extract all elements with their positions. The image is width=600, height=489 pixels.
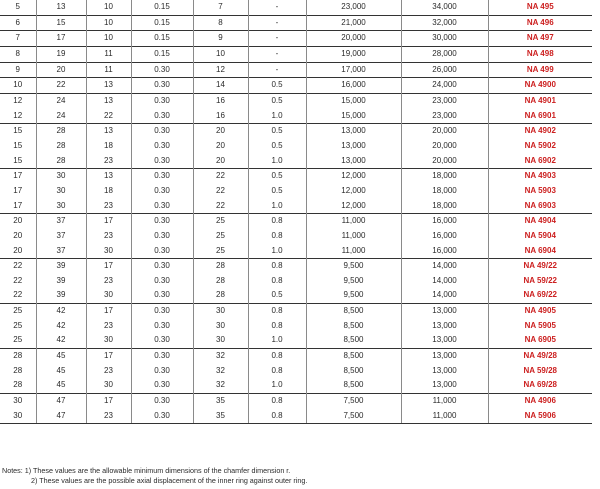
bore-d-cell: 28 [0, 349, 36, 364]
oil-speed-cell: 13,000 [401, 364, 488, 379]
oil-speed-cell: 13,000 [401, 378, 488, 393]
dimension-F-cell: 35 [193, 409, 248, 424]
dimension-F-cell: 22 [193, 184, 248, 199]
designation-cell: NA 5904 [488, 229, 592, 244]
width-B-cell: 10 [86, 0, 131, 15]
width-B-cell: 30 [86, 288, 131, 303]
bore-d-cell: 20 [13, 245, 23, 255]
designation-cell: NA 5906 [488, 409, 592, 424]
axial-displacement-cell: 1.0 [248, 154, 306, 169]
oil-speed-cell: 32,000 [401, 15, 488, 31]
dimension-F-cell: 30 [193, 333, 248, 348]
width-B-cell: 23 [86, 409, 131, 424]
bore-d-cell: 15 [0, 124, 36, 139]
outer-D-cell: 42 [36, 319, 86, 334]
outer-D-cell: 15 [36, 15, 86, 31]
chamfer-r-cell: 0.30 [131, 288, 193, 303]
table-row [0, 62, 592, 78]
dimension-F-cell: 8 [193, 15, 248, 31]
table-row [0, 333, 592, 348]
axial-displacement-cell: 0.5 [248, 78, 306, 94]
table-row [0, 349, 592, 364]
width-B-cell: 23 [86, 229, 131, 244]
outer-D-cell: 28 [36, 154, 86, 169]
table-row [0, 31, 592, 47]
axial-displacement-cell: 0.5 [248, 93, 306, 108]
dimension-F-cell: 30 [193, 304, 248, 319]
grease-speed-cell: 12,000 [306, 199, 401, 214]
grease-speed-cell: 11,000 [306, 229, 401, 244]
outer-D-cell: 20 [36, 62, 86, 78]
chamfer-r-cell: 0.30 [131, 319, 193, 334]
designation-cell: NA 69/22 [488, 288, 592, 303]
dimension-F-cell: 22 [193, 199, 248, 214]
width-B-cell: 17 [86, 304, 131, 319]
dimension-F-cell: 10 [193, 46, 248, 62]
bore-d-cell: 28 [13, 365, 23, 375]
chamfer-r-cell: 0.30 [131, 184, 193, 199]
width-B-cell: 17 [86, 349, 131, 364]
chamfer-r-cell: 0.30 [131, 199, 193, 214]
bore-d-cell: 12 [0, 93, 36, 108]
axial-displacement-cell: 0.8 [248, 259, 306, 274]
grease-speed-cell: 8,500 [306, 364, 401, 379]
chamfer-r-cell: 0.15 [131, 31, 193, 47]
designation-cell: NA 4905 [488, 304, 592, 319]
grease-speed-cell: 9,500 [306, 274, 401, 289]
axial-displacement-cell: 0.8 [248, 349, 306, 364]
table-row [0, 319, 592, 334]
dimension-F-cell: 35 [193, 394, 248, 409]
table-row [0, 378, 592, 393]
table-row [0, 304, 592, 319]
width-B-cell: 11 [86, 62, 131, 78]
bore-d-cell: 30 [0, 409, 36, 424]
designation-cell: NA 6903 [488, 199, 592, 214]
chamfer-r-cell: 0.15 [131, 0, 193, 15]
axial-displacement-cell: 0.5 [248, 169, 306, 184]
width-B-cell: 10 [86, 31, 131, 47]
oil-speed-cell: 13,000 [401, 349, 488, 364]
oil-speed-cell: 13,000 [401, 319, 488, 334]
designation-cell: NA 5905 [488, 319, 592, 334]
outer-D-cell: 30 [36, 199, 86, 214]
dimension-F-cell: 32 [193, 378, 248, 393]
width-B-cell: 30 [86, 244, 131, 259]
axial-displacement-cell: - [248, 31, 306, 47]
chamfer-r-cell: 0.30 [131, 364, 193, 379]
width-B-cell: 13 [86, 124, 131, 139]
bore-d-cell: 15 [13, 155, 23, 165]
dimension-F-cell: 7 [193, 0, 248, 15]
grease-speed-cell: 16,000 [306, 78, 401, 94]
oil-speed-cell: 18,000 [401, 199, 488, 214]
footnote-1: Notes: 1) These values are the allowable minimum dimensions of the chamfer dimension r. [2, 466, 291, 475]
oil-speed-cell: 26,000 [401, 62, 488, 78]
chamfer-r-cell: 0.30 [131, 259, 193, 274]
table-row [0, 364, 592, 379]
axial-displacement-cell: 0.5 [248, 139, 306, 154]
outer-D-cell: 24 [36, 93, 86, 108]
outer-D-cell: 28 [36, 124, 86, 139]
axial-displacement-cell: 1.0 [248, 333, 306, 348]
table-row [0, 124, 592, 139]
outer-D-cell: 42 [36, 333, 86, 348]
axial-displacement-cell: 1.0 [248, 199, 306, 214]
table-row [0, 93, 592, 108]
outer-D-cell: 45 [36, 378, 86, 393]
outer-D-cell: 17 [36, 31, 86, 47]
bore-d-cell: 20 [0, 214, 36, 229]
dimension-F-cell: 20 [193, 124, 248, 139]
axial-displacement-cell: 0.8 [248, 229, 306, 244]
table-row [0, 184, 592, 199]
chamfer-r-cell: 0.30 [131, 244, 193, 259]
chamfer-r-cell: 0.30 [131, 409, 193, 424]
table-row [0, 154, 592, 169]
oil-speed-cell: 11,000 [401, 394, 488, 409]
outer-D-cell: 30 [36, 184, 86, 199]
designation-cell: NA 4901 [488, 93, 592, 108]
oil-speed-cell: 30,000 [401, 31, 488, 47]
bore-d-cell: 7 [0, 31, 36, 47]
oil-speed-cell: 14,000 [401, 259, 488, 274]
outer-D-cell: 37 [36, 244, 86, 259]
designation-cell: NA 6905 [488, 333, 592, 348]
bore-d-cell: 15 [13, 140, 23, 150]
grease-speed-cell: 12,000 [306, 184, 401, 199]
oil-speed-cell: 16,000 [401, 229, 488, 244]
width-B-cell: 23 [86, 154, 131, 169]
table-row [0, 15, 592, 31]
chamfer-r-cell: 0.15 [131, 46, 193, 62]
designation-cell: NA 497 [488, 31, 592, 47]
outer-D-cell: 28 [36, 139, 86, 154]
designation-cell: NA 5903 [488, 184, 592, 199]
chamfer-r-cell: 0.30 [131, 154, 193, 169]
grease-speed-cell: 11,000 [306, 214, 401, 229]
dimension-F-cell: 30 [193, 319, 248, 334]
grease-speed-cell: 13,000 [306, 139, 401, 154]
oil-speed-cell: 28,000 [401, 46, 488, 62]
chamfer-r-cell: 0.30 [131, 333, 193, 348]
oil-speed-cell: 16,000 [401, 244, 488, 259]
designation-cell: NA 4904 [488, 214, 592, 229]
oil-speed-cell: 14,000 [401, 288, 488, 303]
dimension-F-cell: 16 [193, 109, 248, 124]
designation-cell: NA 49/22 [488, 259, 592, 274]
designation-cell: NA 6904 [488, 244, 592, 259]
chamfer-r-cell: 0.30 [131, 229, 193, 244]
chamfer-r-cell: 0.30 [131, 78, 193, 94]
table-row [0, 229, 592, 244]
grease-speed-cell: 9,500 [306, 259, 401, 274]
outer-D-cell: 47 [36, 409, 86, 424]
chamfer-r-cell: 0.30 [131, 62, 193, 78]
axial-displacement-cell: 1.0 [248, 109, 306, 124]
outer-D-cell: 24 [36, 109, 86, 124]
bore-d-cell: 25 [13, 320, 23, 330]
table-row [0, 0, 592, 15]
table-row [0, 214, 592, 229]
designation-cell: NA 59/22 [488, 274, 592, 289]
dimension-F-cell: 14 [193, 78, 248, 94]
bore-d-cell: 22 [0, 259, 36, 274]
grease-speed-cell: 8,500 [306, 319, 401, 334]
grease-speed-cell: 13,000 [306, 124, 401, 139]
width-B-cell: 13 [86, 169, 131, 184]
designation-cell: NA 4900 [488, 78, 592, 94]
width-B-cell: 23 [86, 199, 131, 214]
bore-d-cell: 22 [13, 290, 23, 300]
designation-cell: NA 49/28 [488, 349, 592, 364]
axial-displacement-cell: - [248, 62, 306, 78]
grease-speed-cell: 9,500 [306, 288, 401, 303]
bore-d-cell: 28 [13, 380, 23, 390]
oil-speed-cell: 18,000 [401, 184, 488, 199]
table-row [0, 199, 592, 214]
bore-d-cell: 17 [13, 185, 23, 195]
width-B-cell: 17 [86, 259, 131, 274]
width-B-cell: 30 [86, 333, 131, 348]
chamfer-r-cell: 0.30 [131, 214, 193, 229]
grease-speed-cell: 7,500 [306, 409, 401, 424]
grease-speed-cell: 8,500 [306, 333, 401, 348]
axial-displacement-cell: 0.5 [248, 124, 306, 139]
grease-speed-cell: 21,000 [306, 15, 401, 31]
bore-d-cell: 17 [13, 200, 23, 210]
designation-cell: NA 59/28 [488, 364, 592, 379]
grease-speed-cell: 8,500 [306, 349, 401, 364]
dimension-F-cell: 20 [193, 139, 248, 154]
designation-cell: NA 4902 [488, 124, 592, 139]
outer-D-cell: 30 [36, 169, 86, 184]
axial-displacement-cell: 0.8 [248, 319, 306, 334]
dimension-F-cell: 25 [193, 214, 248, 229]
oil-speed-cell: 20,000 [401, 139, 488, 154]
footnote-2: 2) These values are the possible axial displacement of the inner ring against outer ring. [31, 476, 308, 485]
outer-D-cell: 39 [36, 274, 86, 289]
width-B-cell: 18 [86, 184, 131, 199]
oil-speed-cell: 20,000 [401, 124, 488, 139]
table-row [0, 109, 592, 124]
bore-d-cell: 9 [0, 62, 36, 78]
table-row [0, 259, 592, 274]
bore-d-cell: 25 [0, 304, 36, 319]
bore-d-cell: 17 [0, 169, 36, 184]
designation-cell: NA 498 [488, 46, 592, 62]
axial-displacement-cell: 0.8 [248, 304, 306, 319]
axial-displacement-cell: 1.0 [248, 378, 306, 393]
outer-D-cell: 42 [36, 304, 86, 319]
bore-d-cell: 30 [0, 394, 36, 409]
width-B-cell: 23 [86, 364, 131, 379]
axial-displacement-cell: 0.5 [248, 184, 306, 199]
designation-cell: NA 496 [488, 15, 592, 31]
oil-speed-cell: 24,000 [401, 78, 488, 94]
bore-d-cell: 12 [13, 110, 23, 120]
width-B-cell: 17 [86, 394, 131, 409]
dimension-F-cell: 25 [193, 244, 248, 259]
dimension-F-cell: 28 [193, 288, 248, 303]
oil-speed-cell: 16,000 [401, 214, 488, 229]
grease-speed-cell: 19,000 [306, 46, 401, 62]
grease-speed-cell: 8,500 [306, 304, 401, 319]
bore-d-cell: 6 [0, 15, 36, 31]
table-row [0, 244, 592, 259]
dimension-F-cell: 12 [193, 62, 248, 78]
width-B-cell: 13 [86, 93, 131, 108]
oil-speed-cell: 11,000 [401, 409, 488, 424]
grease-speed-cell: 15,000 [306, 109, 401, 124]
grease-speed-cell: 23,000 [306, 0, 401, 15]
chamfer-r-cell: 0.30 [131, 378, 193, 393]
width-B-cell: 13 [86, 78, 131, 94]
outer-D-cell: 22 [36, 78, 86, 94]
width-B-cell: 30 [86, 378, 131, 393]
width-B-cell: 11 [86, 46, 131, 62]
table-row [0, 46, 592, 62]
bore-d-cell: 8 [0, 46, 36, 62]
axial-displacement-cell: 0.8 [248, 214, 306, 229]
grease-speed-cell: 12,000 [306, 169, 401, 184]
oil-speed-cell: 13,000 [401, 304, 488, 319]
oil-speed-cell: 13,000 [401, 333, 488, 348]
chamfer-r-cell: 0.15 [131, 15, 193, 31]
table-row [0, 288, 592, 303]
oil-speed-cell: 20,000 [401, 154, 488, 169]
dimension-F-cell: 28 [193, 259, 248, 274]
grease-speed-cell: 15,000 [306, 93, 401, 108]
outer-D-cell: 45 [36, 364, 86, 379]
width-B-cell: 23 [86, 274, 131, 289]
grease-speed-cell: 17,000 [306, 62, 401, 78]
designation-cell: NA 499 [488, 62, 592, 78]
width-B-cell: 17 [86, 214, 131, 229]
chamfer-r-cell: 0.30 [131, 93, 193, 108]
oil-speed-cell: 23,000 [401, 109, 488, 124]
width-B-cell: 10 [86, 15, 131, 31]
chamfer-r-cell: 0.30 [131, 109, 193, 124]
chamfer-r-cell: 0.30 [131, 349, 193, 364]
table-row [0, 78, 592, 94]
outer-D-cell: 13 [36, 0, 86, 15]
designation-cell: NA 495 [488, 0, 592, 15]
table-row [0, 169, 592, 184]
outer-D-cell: 37 [36, 214, 86, 229]
axial-displacement-cell: 0.5 [248, 288, 306, 303]
outer-D-cell: 47 [36, 394, 86, 409]
bore-d-cell: 5 [15, 2, 20, 11]
outer-D-cell: 45 [36, 349, 86, 364]
dimension-F-cell: 25 [193, 229, 248, 244]
axial-displacement-cell: 0.8 [248, 274, 306, 289]
dimension-F-cell: 20 [193, 154, 248, 169]
chamfer-r-cell: 0.30 [131, 274, 193, 289]
oil-speed-cell: 18,000 [401, 169, 488, 184]
outer-D-cell: 39 [36, 259, 86, 274]
chamfer-r-cell: 0.30 [131, 139, 193, 154]
chamfer-r-cell: 0.30 [131, 169, 193, 184]
grease-speed-cell: 13,000 [306, 154, 401, 169]
designation-cell: NA 4903 [488, 169, 592, 184]
table-row [0, 394, 592, 409]
bore-d-cell: 25 [13, 335, 23, 345]
axial-displacement-cell: - [248, 0, 306, 15]
dimension-F-cell: 32 [193, 349, 248, 364]
outer-D-cell: 39 [36, 288, 86, 303]
dimension-F-cell: 9 [193, 31, 248, 47]
axial-displacement-cell: 1.0 [248, 244, 306, 259]
oil-speed-cell: 14,000 [401, 274, 488, 289]
width-B-cell: 23 [86, 319, 131, 334]
axial-displacement-cell: - [248, 15, 306, 31]
outer-D-cell: 19 [36, 46, 86, 62]
oil-speed-cell: 34,000 [401, 0, 488, 15]
bore-d-cell: 20 [13, 230, 23, 240]
axial-displacement-cell: - [248, 46, 306, 62]
chamfer-r-cell: 0.30 [131, 394, 193, 409]
table-row [0, 274, 592, 289]
footnotes [2, 466, 307, 486]
bore-d-cell: 22 [13, 275, 23, 285]
width-B-cell: 22 [86, 109, 131, 124]
table-row [0, 409, 592, 424]
dimension-F-cell: 28 [193, 274, 248, 289]
outer-D-cell: 37 [36, 229, 86, 244]
designation-cell: NA 6902 [488, 154, 592, 169]
dimension-F-cell: 22 [193, 169, 248, 184]
grease-speed-cell: 11,000 [306, 244, 401, 259]
width-B-cell: 18 [86, 139, 131, 154]
grease-speed-cell: 20,000 [306, 31, 401, 47]
chamfer-r-cell: 0.30 [131, 124, 193, 139]
oil-speed-cell: 23,000 [401, 93, 488, 108]
axial-displacement-cell: 0.8 [248, 409, 306, 424]
chamfer-r-cell: 0.30 [131, 304, 193, 319]
axial-displacement-cell: 0.8 [248, 364, 306, 379]
grease-speed-cell: 7,500 [306, 394, 401, 409]
dimension-F-cell: 16 [193, 93, 248, 108]
table-row [0, 139, 592, 154]
bore-d-cell: 10 [0, 78, 36, 94]
designation-cell: NA 6901 [488, 109, 592, 124]
designation-cell: NA 4906 [488, 394, 592, 409]
grease-speed-cell: 8,500 [306, 378, 401, 393]
axial-displacement-cell: 0.8 [248, 394, 306, 409]
designation-cell: NA 69/28 [488, 378, 592, 393]
dimension-F-cell: 32 [193, 364, 248, 379]
designation-cell: NA 5902 [488, 139, 592, 154]
